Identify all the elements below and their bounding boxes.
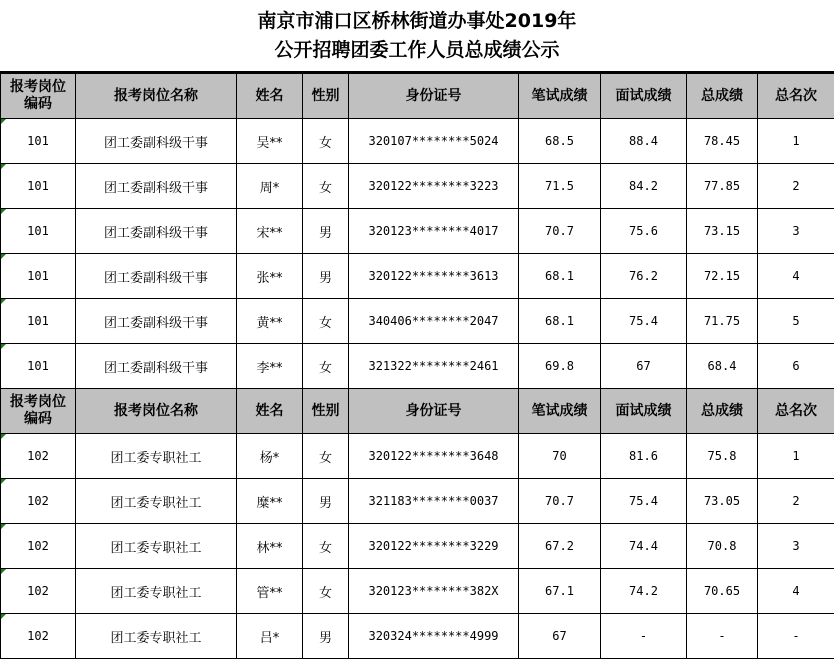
cell-position-name: 团工委副科级干事: [76, 299, 237, 344]
cell-written-score: 67: [519, 614, 601, 659]
cell-interview-score: 84.2: [601, 164, 687, 209]
cell-gender: 女: [303, 299, 349, 344]
header-rank: 总名次: [758, 389, 834, 434]
cell-written-score: 70.7: [519, 479, 601, 524]
cell-id-number: 340406********2047: [349, 299, 519, 344]
cell-name: 糜**: [237, 479, 303, 524]
header-id-number: 身份证号: [349, 73, 519, 119]
cell-interview-score: 76.2: [601, 254, 687, 299]
header-position-name: 报考岗位名称: [76, 389, 237, 434]
cell-interview-score: 75.4: [601, 299, 687, 344]
cell-written-score: 68.1: [519, 254, 601, 299]
page-title: [0, 0, 834, 72]
title-line-1: 南京市浦口区桥林街道办事处2019年: [257, 10, 577, 32]
header-row: [1, 73, 834, 119]
cell-name: 杨*: [237, 434, 303, 479]
table-row: [1, 164, 834, 209]
cell-written-score: 70: [519, 434, 601, 479]
table-row: [1, 434, 834, 479]
cell-total-score: 77.85: [687, 164, 758, 209]
header-name: 姓名: [237, 73, 303, 119]
cell-rank: 1: [758, 119, 834, 164]
cell-name: 管**: [237, 569, 303, 614]
table-row: [1, 299, 834, 344]
table-row: [1, 119, 834, 164]
table-row: [1, 344, 834, 389]
cell-position-name: 团工委副科级干事: [76, 344, 237, 389]
cell-position-name: 团工委专职社工: [76, 524, 237, 569]
cell-gender: 女: [303, 344, 349, 389]
table-row: [1, 209, 834, 254]
cell-position-name: 团工委专职社工: [76, 569, 237, 614]
cell-total-score: -: [687, 614, 758, 659]
cell-gender: 男: [303, 479, 349, 524]
header-written-score: 笔试成绩: [519, 389, 601, 434]
header-total-score: 总成绩: [687, 73, 758, 119]
cell-name: 张**: [237, 254, 303, 299]
cell-id-number: 321183********0037: [349, 479, 519, 524]
table-row: [1, 254, 834, 299]
cell-name: 李**: [237, 344, 303, 389]
cell-position-code: 102: [1, 569, 76, 614]
cell-interview-score: -: [601, 614, 687, 659]
cell-interview-score: 81.6: [601, 434, 687, 479]
cell-name: 吕*: [237, 614, 303, 659]
cell-gender: 男: [303, 614, 349, 659]
header-total-score: 总成绩: [687, 389, 758, 434]
header-name: 姓名: [237, 389, 303, 434]
cell-rank: 2: [758, 479, 834, 524]
cell-interview-score: 88.4: [601, 119, 687, 164]
cell-position-name: 团工委副科级干事: [76, 254, 237, 299]
cell-position-code: 102: [1, 614, 76, 659]
cell-id-number: 320122********3223: [349, 164, 519, 209]
cell-position-code: 102: [1, 479, 76, 524]
header-position-code: 报考岗位 编码: [1, 389, 76, 434]
cell-total-score: 70.65: [687, 569, 758, 614]
cell-total-score: 72.15: [687, 254, 758, 299]
cell-position-code: 101: [1, 299, 76, 344]
cell-position-name: 团工委专职社工: [76, 614, 237, 659]
header-gender: 性别: [303, 73, 349, 119]
cell-position-name: 团工委副科级干事: [76, 209, 237, 254]
cell-id-number: 320324********4999: [349, 614, 519, 659]
cell-gender: 女: [303, 524, 349, 569]
header-position-code: 报考岗位 编码: [1, 73, 76, 119]
cell-position-code: 102: [1, 434, 76, 479]
cell-interview-score: 67: [601, 344, 687, 389]
cell-interview-score: 75.6: [601, 209, 687, 254]
cell-position-code: 101: [1, 164, 76, 209]
cell-total-score: 73.05: [687, 479, 758, 524]
cell-name: 林**: [237, 524, 303, 569]
header-row: [1, 389, 834, 434]
cell-rank: 3: [758, 524, 834, 569]
cell-position-code: 101: [1, 344, 76, 389]
cell-gender: 男: [303, 209, 349, 254]
cell-rank: 5: [758, 299, 834, 344]
cell-written-score: 67.2: [519, 524, 601, 569]
cell-id-number: 320123********382X: [349, 569, 519, 614]
cell-rank: 6: [758, 344, 834, 389]
cell-position-name: 团工委副科级干事: [76, 119, 237, 164]
header-id-number: 身份证号: [349, 389, 519, 434]
cell-id-number: 320122********3229: [349, 524, 519, 569]
cell-written-score: 67.1: [519, 569, 601, 614]
cell-position-code: 101: [1, 209, 76, 254]
cell-written-score: 71.5: [519, 164, 601, 209]
cell-id-number: 320122********3648: [349, 434, 519, 479]
header-rank: 总名次: [758, 73, 834, 119]
cell-position-name: 团工委专职社工: [76, 479, 237, 524]
table-row: [1, 614, 834, 659]
cell-rank: -: [758, 614, 834, 659]
cell-position-code: 101: [1, 254, 76, 299]
cell-name: 宋**: [237, 209, 303, 254]
header-written-score: 笔试成绩: [519, 73, 601, 119]
results-table: [0, 71, 834, 659]
cell-written-score: 68.5: [519, 119, 601, 164]
cell-total-score: 78.45: [687, 119, 758, 164]
cell-rank: 1: [758, 434, 834, 479]
cell-total-score: 71.75: [687, 299, 758, 344]
cell-name: 黄**: [237, 299, 303, 344]
cell-interview-score: 74.2: [601, 569, 687, 614]
cell-written-score: 68.1: [519, 299, 601, 344]
cell-position-code: 102: [1, 524, 76, 569]
cell-rank: 4: [758, 254, 834, 299]
cell-interview-score: 75.4: [601, 479, 687, 524]
cell-id-number: 320107********5024: [349, 119, 519, 164]
cell-id-number: 320123********4017: [349, 209, 519, 254]
header-gender: 性别: [303, 389, 349, 434]
title-line-2: 公开招聘团委工作人员总成绩公示: [274, 39, 560, 61]
cell-gender: 女: [303, 164, 349, 209]
cell-total-score: 70.8: [687, 524, 758, 569]
cell-position-code: 101: [1, 119, 76, 164]
cell-rank: 3: [758, 209, 834, 254]
cell-total-score: 75.8: [687, 434, 758, 479]
table-row: [1, 524, 834, 569]
cell-gender: 女: [303, 569, 349, 614]
cell-id-number: 320122********3613: [349, 254, 519, 299]
header-interview-score: 面试成绩: [601, 389, 687, 434]
cell-rank: 4: [758, 569, 834, 614]
cell-total-score: 73.15: [687, 209, 758, 254]
cell-id-number: 321322********2461: [349, 344, 519, 389]
cell-written-score: 70.7: [519, 209, 601, 254]
cell-name: 周*: [237, 164, 303, 209]
cell-rank: 2: [758, 164, 834, 209]
cell-interview-score: 74.4: [601, 524, 687, 569]
header-interview-score: 面试成绩: [601, 73, 687, 119]
table-row: [1, 479, 834, 524]
cell-gender: 男: [303, 254, 349, 299]
cell-total-score: 68.4: [687, 344, 758, 389]
table-row: [1, 569, 834, 614]
header-position-name: 报考岗位名称: [76, 73, 237, 119]
cell-name: 吴**: [237, 119, 303, 164]
cell-position-name: 团工委副科级干事: [76, 164, 237, 209]
cell-position-name: 团工委专职社工: [76, 434, 237, 479]
cell-gender: 女: [303, 119, 349, 164]
cell-written-score: 69.8: [519, 344, 601, 389]
cell-gender: 女: [303, 434, 349, 479]
